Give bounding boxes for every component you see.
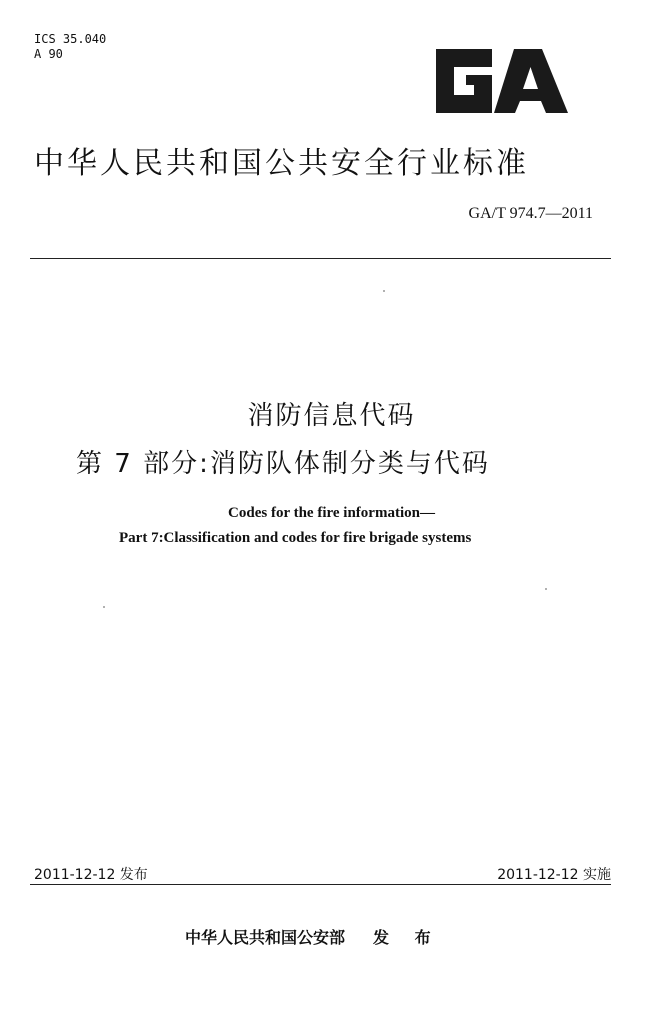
bottom-divider: [30, 884, 611, 885]
issuer-name: 中华人民共和国公安部: [185, 928, 346, 947]
logo-letter-g: [436, 49, 492, 113]
category-code: A 90: [34, 47, 63, 61]
implement-date: 2011-12-12 实施: [497, 867, 611, 883]
scan-speck: [383, 290, 385, 292]
classification-codes: [34, 32, 106, 62]
ga-logo: [430, 45, 570, 115]
scan-speck: [103, 606, 105, 608]
standard-number: GA/T 974.7—2011: [468, 205, 593, 222]
top-divider: [30, 258, 611, 259]
issuer-action: 发 布: [373, 928, 441, 947]
issuer: [185, 925, 441, 948]
publish-date: 2011-12-12 发布: [34, 867, 148, 883]
title-cn-line1: 消防信息代码: [247, 401, 416, 431]
title-cn-line2: 第 7 部分:消防队体制分类与代码: [76, 449, 490, 479]
title-en-line2: Part 7:Classification and codes for fire brigade systems: [119, 530, 472, 546]
ics-code: ICS 35.040: [34, 32, 107, 46]
logo-letter-a: [494, 49, 568, 113]
title-en-line1: Codes for the fire information—: [228, 505, 435, 521]
org-title: 中华人民共和国公共安全行业标准: [34, 146, 529, 181]
scan-speck: [545, 588, 547, 590]
